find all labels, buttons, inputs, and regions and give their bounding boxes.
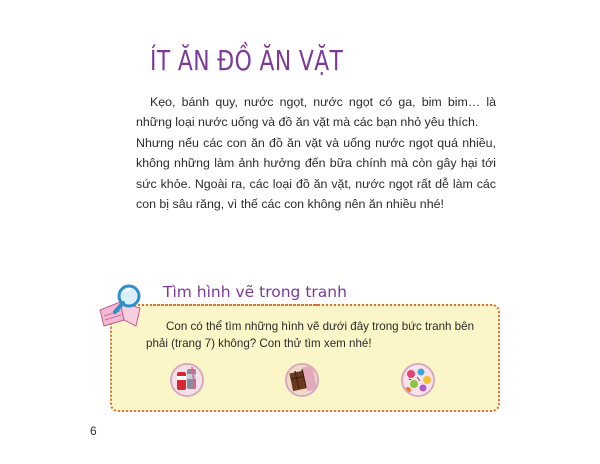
activity-title: Tìm hình vẽ trong tranh xyxy=(163,283,347,301)
chocolate-bar-icon xyxy=(285,363,319,397)
paragraph-2: Nhưng nếu các con ăn đồ ăn vặt và uống nước ngọt quá nhiều, không những làm ảnh hưởng đến bữa chính mà còn gây hại tới sức khỏe. Ngoài ra, các loại đồ ăn vặt, nước ngọt rất dễ làm các con bị sâu răng, vì thế các con không nên ăn nhiều nhé! xyxy=(136,135,496,212)
candies-icon xyxy=(401,363,435,397)
title-underline xyxy=(150,304,318,306)
page-number: 6 xyxy=(90,424,97,438)
soda-cans-icon xyxy=(170,363,204,397)
body-text xyxy=(136,92,496,214)
section-title: ÍT ĂN ĐỒ ĂN VẶT xyxy=(150,44,344,77)
paragraph-1: Kẹo, bánh quy, nước ngọt, nước ngọt có ga, bim bim… là những loại nước uống và đồ ăn vặt mà các bạn nhỏ yêu thích. xyxy=(136,95,496,130)
activity-instruction xyxy=(146,318,488,352)
instruction-text: Con có thể tìm những hình vẽ dưới đây trong bức tranh bên phải (trang 7) không? Con thử tìm xem nhé! xyxy=(146,320,475,350)
book-magnifier-icon xyxy=(96,280,150,334)
